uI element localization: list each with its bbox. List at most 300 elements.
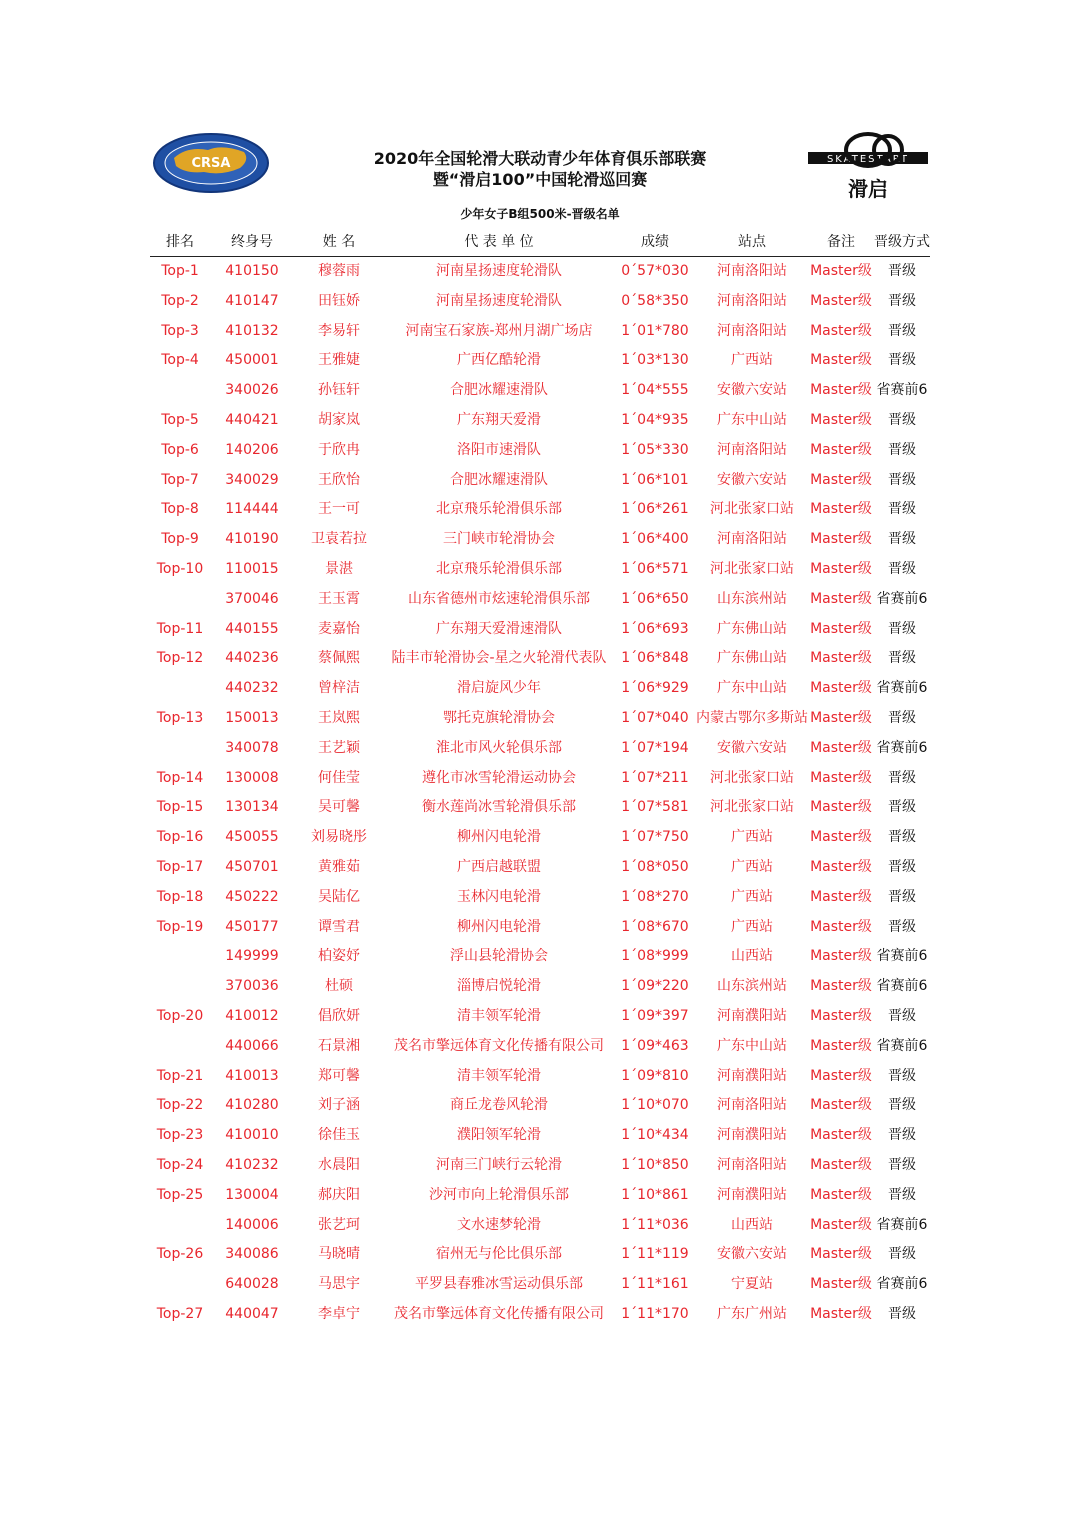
team-cell: 洛阳市速滑队 (457, 441, 541, 458)
remark-cell: Master级 (810, 1186, 872, 1203)
remark-cell: Master级 (810, 292, 872, 309)
lifetime-id-cell: 410012 (225, 1007, 279, 1024)
advance-method-cell: 晋级 (888, 918, 916, 935)
advance-method-cell: 晋级 (888, 501, 916, 518)
table-row (150, 1151, 930, 1181)
rank-cell: Top-22 (156, 1097, 204, 1114)
athlete-name-cell: 蔡佩熙 (318, 650, 360, 667)
lifetime-id-cell: 440421 (225, 411, 279, 428)
remark-cell: Master级 (810, 322, 872, 339)
remark-cell: Master级 (810, 1276, 872, 1293)
table-row (150, 1121, 930, 1151)
column-header: 代 表 单 位 (464, 234, 534, 250)
result-time-cell: 1´10*070 (621, 1097, 689, 1114)
advance-method-cell: 晋级 (888, 709, 916, 726)
rank-cell (150, 674, 210, 704)
team-cell: 河南宝石家族-郑州月湖广场店 (405, 322, 593, 339)
rank-cell (150, 376, 210, 406)
athlete-name-cell: 田钰娇 (318, 292, 360, 309)
rank-cell: Top-14 (156, 769, 204, 786)
station-cell: 河南洛阳站 (717, 263, 787, 279)
result-time-cell: 1´10*434 (621, 1127, 689, 1144)
column-header: 站点 (738, 234, 766, 250)
table-row (150, 1032, 930, 1062)
remark-cell: Master级 (810, 441, 872, 458)
athlete-name-cell: 石景湘 (318, 1037, 360, 1054)
lifetime-id-cell: 450701 (225, 858, 279, 875)
rank-cell (150, 972, 210, 1002)
station-cell: 广西站 (731, 888, 773, 905)
table-row (150, 1002, 930, 1032)
rank-cell: Top-24 (156, 1156, 204, 1173)
athlete-name-cell: 刘子涵 (318, 1097, 360, 1114)
advance-method-cell: 晋级 (888, 263, 916, 279)
lifetime-id-cell: 340086 (225, 1246, 279, 1263)
station-cell: 广东中山站 (717, 1037, 787, 1054)
station-cell: 山东滨州站 (717, 590, 787, 607)
station-cell: 安徽六安站 (717, 739, 787, 756)
station-cell: 河北张家口站 (710, 799, 794, 816)
remark-cell: Master级 (810, 620, 872, 637)
athlete-name-cell: 胡家岚 (318, 411, 360, 428)
athlete-name-cell: 柏姿妤 (318, 948, 360, 965)
team-cell: 衡水莲尚冰雪轮滑俱乐部 (422, 799, 576, 816)
team-cell: 遵化市冰雪轮滑运动协会 (422, 769, 576, 786)
team-cell: 河南三门峡行云轮滑 (436, 1156, 562, 1173)
table-row (150, 525, 930, 555)
advance-method-cell: 晋级 (888, 1007, 916, 1024)
remark-cell: Master级 (810, 1305, 872, 1322)
advance-method-cell: 省赛前6 (876, 948, 928, 965)
lifetime-id-cell: 150013 (225, 709, 279, 726)
result-time-cell: 1´08*670 (621, 918, 689, 935)
team-cell: 淮北市风火轮俱乐部 (436, 739, 562, 756)
lifetime-id-cell: 440155 (225, 620, 279, 637)
result-time-cell: 1´03*130 (621, 352, 689, 369)
athlete-name-cell: 徐佳玉 (318, 1127, 360, 1144)
rank-cell: Top-16 (156, 829, 204, 846)
team-cell: 三门峡市轮滑协会 (443, 531, 555, 548)
advance-method-cell: 晋级 (888, 1186, 916, 1203)
result-time-cell: 1´09*397 (621, 1007, 689, 1024)
rank-cell (150, 1211, 210, 1241)
table-body (150, 257, 930, 1330)
result-time-cell: 1´06*571 (621, 560, 689, 577)
remark-cell: Master级 (810, 1067, 872, 1084)
advance-method-cell: 省赛前6 (876, 590, 928, 607)
column-header: 姓 名 (322, 234, 356, 250)
team-cell: 玉林闪电轮滑 (457, 888, 541, 905)
advance-method-cell: 晋级 (888, 352, 916, 369)
table-row (150, 346, 930, 376)
remark-cell: Master级 (810, 978, 872, 995)
table-row (150, 823, 930, 853)
athlete-name-cell: 穆蓉雨 (318, 263, 360, 279)
list-subtitle: 少年女子B组500米-晋级名单 (460, 207, 620, 221)
result-time-cell: 1´10*850 (621, 1156, 689, 1173)
athlete-name-cell: 杜硕 (325, 978, 353, 995)
remark-cell: Master级 (810, 1127, 872, 1144)
table-row (150, 764, 930, 794)
advance-method-cell: 晋级 (888, 858, 916, 875)
lifetime-id-cell: 410280 (225, 1097, 279, 1114)
team-cell: 柳州闪电轮滑 (457, 918, 541, 935)
advance-method-cell: 晋级 (888, 650, 916, 667)
remark-cell: Master级 (810, 411, 872, 428)
rank-cell (150, 942, 210, 972)
team-cell: 清丰领军轮滑 (457, 1007, 541, 1024)
station-cell: 河南洛阳站 (717, 322, 787, 339)
title-line-1: 2020年全国轮滑大联动青少年体育俱乐部联赛 (373, 149, 707, 168)
result-time-cell: 1´06*650 (621, 590, 689, 607)
lifetime-id-cell: 410232 (225, 1156, 279, 1173)
lifetime-id-cell: 450055 (225, 829, 279, 846)
team-cell: 滑启旋风少年 (457, 680, 541, 697)
advance-method-cell: 省赛前6 (876, 1216, 928, 1233)
rank-cell: Top-12 (156, 650, 204, 667)
rank-cell: Top-3 (161, 322, 199, 339)
team-cell: 广东翔天爱滑 (457, 411, 541, 428)
advance-method-cell: 省赛前6 (876, 382, 928, 399)
table-row (150, 1240, 930, 1270)
result-time-cell: 1´10*861 (621, 1186, 689, 1203)
athlete-name-cell: 李卓宁 (318, 1305, 360, 1322)
athlete-name-cell: 谭雪君 (318, 918, 360, 935)
athlete-name-cell: 郝庆阳 (318, 1186, 360, 1203)
result-time-cell: 0´58*350 (621, 292, 689, 309)
team-cell: 淄博启悦轮滑 (457, 978, 541, 995)
team-cell: 濮阳领军轮滑 (457, 1127, 541, 1144)
advance-method-cell: 省赛前6 (876, 1276, 928, 1293)
rank-cell (150, 734, 210, 764)
result-time-cell: 1´04*555 (621, 382, 689, 399)
remark-cell: Master级 (810, 560, 872, 577)
rank-cell: Top-6 (161, 441, 199, 458)
remark-cell: Master级 (810, 263, 872, 279)
station-cell: 山东滨州站 (717, 978, 787, 995)
rank-cell: Top-7 (161, 471, 199, 488)
lifetime-id-cell: 340078 (225, 739, 279, 756)
table-row (150, 853, 930, 883)
remark-cell: Master级 (810, 352, 872, 369)
advance-method-cell: 晋级 (888, 769, 916, 786)
station-cell: 广东佛山站 (717, 620, 787, 637)
advance-method-cell: 晋级 (888, 471, 916, 488)
table-row (150, 644, 930, 674)
lifetime-id-cell: 410013 (225, 1067, 279, 1084)
table-row (150, 1300, 930, 1330)
remark-cell: Master级 (810, 680, 872, 697)
lifetime-id-cell: 130008 (225, 769, 279, 786)
advance-method-cell: 晋级 (888, 411, 916, 428)
team-cell: 河南星扬速度轮滑队 (436, 292, 562, 309)
table-row (150, 466, 930, 496)
result-time-cell: 1´08*270 (621, 888, 689, 905)
table-row (150, 734, 930, 764)
team-cell: 茂名市擎远体育文化传播有限公司 (394, 1037, 604, 1054)
station-cell: 山西站 (731, 1216, 773, 1233)
advance-method-cell: 晋级 (888, 441, 916, 458)
table-row (150, 317, 930, 347)
station-cell: 广东中山站 (717, 680, 787, 697)
rank-cell: Top-11 (156, 620, 204, 637)
result-time-cell: 1´06*261 (621, 501, 689, 518)
team-cell: 宿州无与伦比俱乐部 (436, 1246, 562, 1263)
station-cell: 广东广州站 (717, 1305, 787, 1322)
column-header: 排名 (166, 234, 194, 250)
lifetime-id-cell: 370036 (225, 978, 279, 995)
rank-cell (150, 1032, 210, 1062)
table-row (150, 287, 930, 317)
team-cell: 北京飛乐轮滑俱乐部 (436, 501, 562, 518)
rank-cell: Top-21 (156, 1067, 204, 1084)
table-row (150, 406, 930, 436)
team-cell: 广东翔天爱滑速滑队 (436, 620, 562, 637)
rank-cell: Top-18 (156, 888, 204, 905)
station-cell: 山西站 (731, 948, 773, 965)
column-header: 终身号 (231, 234, 273, 250)
remark-cell: Master级 (810, 888, 872, 905)
lifetime-id-cell: 410010 (225, 1127, 279, 1144)
lifetime-id-cell: 440047 (225, 1305, 279, 1322)
advance-method-cell: 晋级 (888, 1067, 916, 1084)
advance-method-cell: 晋级 (888, 1097, 916, 1114)
advance-method-cell: 晋级 (888, 292, 916, 309)
athlete-name-cell: 王艺颖 (318, 739, 360, 756)
column-header: 成绩 (641, 234, 669, 250)
station-cell: 广西站 (731, 829, 773, 846)
table-row (150, 674, 930, 704)
team-cell: 清丰领军轮滑 (457, 1067, 541, 1084)
remark-cell: Master级 (810, 709, 872, 726)
lifetime-id-cell: 410132 (225, 322, 279, 339)
result-time-cell: 1´06*693 (621, 620, 689, 637)
station-cell: 安徽六安站 (717, 1246, 787, 1263)
lifetime-id-cell: 340029 (225, 471, 279, 488)
remark-cell: Master级 (810, 829, 872, 846)
advance-method-cell: 晋级 (888, 322, 916, 339)
station-cell: 河北张家口站 (710, 769, 794, 786)
result-time-cell: 1´06*400 (621, 531, 689, 548)
rank-cell: Top-26 (156, 1246, 204, 1263)
remark-cell: Master级 (810, 769, 872, 786)
remark-cell: Master级 (810, 858, 872, 875)
lifetime-id-cell: 110015 (225, 560, 279, 577)
remark-cell: Master级 (810, 471, 872, 488)
rank-cell: Top-9 (161, 531, 199, 548)
athlete-name-cell: 马思宇 (318, 1276, 360, 1293)
rank-cell: Top-1 (161, 263, 199, 279)
advance-method-cell: 晋级 (888, 1156, 916, 1173)
station-cell: 广东佛山站 (717, 650, 787, 667)
advance-method-cell: 省赛前6 (876, 978, 928, 995)
lifetime-id-cell: 130004 (225, 1186, 279, 1203)
athlete-name-cell: 孙钰轩 (318, 382, 360, 399)
lifetime-id-cell: 340026 (225, 382, 279, 399)
table-row (150, 793, 930, 823)
remark-cell: Master级 (810, 1097, 872, 1114)
advance-method-cell: 晋级 (888, 531, 916, 548)
athlete-name-cell: 黄雅茹 (318, 858, 360, 875)
table-row (150, 257, 930, 287)
table-row (150, 1091, 930, 1121)
remark-cell: Master级 (810, 918, 872, 935)
station-cell: 河南洛阳站 (717, 441, 787, 458)
remark-cell: Master级 (810, 799, 872, 816)
advance-method-cell: 省赛前6 (876, 1037, 928, 1054)
athlete-name-cell: 于欣冉 (318, 441, 360, 458)
team-cell: 山东省德州市炫速轮滑俱乐部 (408, 590, 590, 607)
table-row (150, 495, 930, 525)
remark-cell: Master级 (810, 1216, 872, 1233)
result-time-cell: 1´08*999 (621, 948, 689, 965)
station-cell: 河北张家口站 (710, 560, 794, 577)
remark-cell: Master级 (810, 1037, 872, 1054)
team-cell: 合肥冰耀速滑队 (450, 382, 548, 399)
table-row (150, 704, 930, 734)
svg-text:滑启: 滑启 (848, 177, 888, 201)
advance-method-cell: 晋级 (888, 799, 916, 816)
athlete-name-cell: 刘易晓彤 (311, 829, 367, 846)
rank-cell: Top-27 (156, 1305, 204, 1322)
athlete-name-cell: 王岚熙 (318, 709, 360, 726)
results-table (150, 228, 930, 1330)
station-cell: 安徽六安站 (717, 382, 787, 399)
table-row (150, 585, 930, 615)
result-time-cell: 1´07*750 (621, 829, 689, 846)
lifetime-id-cell: 440232 (225, 680, 279, 697)
lifetime-id-cell: 370046 (225, 590, 279, 607)
lifetime-id-cell: 149999 (225, 948, 279, 965)
table-row (150, 376, 930, 406)
advance-method-cell: 晋级 (888, 829, 916, 846)
athlete-name-cell: 吴可馨 (318, 799, 360, 816)
team-cell: 北京飛乐轮滑俱乐部 (436, 560, 562, 577)
athlete-name-cell: 卫袁若拉 (311, 531, 367, 548)
result-time-cell: 1´11*036 (621, 1216, 689, 1233)
remark-cell: Master级 (810, 739, 872, 756)
rank-cell: Top-4 (161, 352, 199, 369)
rank-cell (150, 585, 210, 615)
station-cell: 河北张家口站 (710, 501, 794, 518)
rank-cell: Top-20 (156, 1007, 204, 1024)
remark-cell: Master级 (810, 531, 872, 548)
lifetime-id-cell: 410147 (225, 292, 279, 309)
station-cell: 广西站 (731, 352, 773, 369)
result-time-cell: 1´01*780 (621, 322, 689, 339)
table-row (150, 942, 930, 972)
athlete-name-cell: 郑可馨 (318, 1067, 360, 1084)
athlete-name-cell: 水晨阳 (318, 1156, 360, 1173)
result-time-cell: 1´05*330 (621, 441, 689, 458)
table-row (150, 972, 930, 1002)
station-cell: 宁夏站 (731, 1276, 773, 1293)
lifetime-id-cell: 410150 (225, 263, 279, 279)
athlete-name-cell: 何佳莹 (318, 769, 360, 786)
team-cell: 茂名市擎远体育文化传播有限公司 (394, 1305, 604, 1322)
lifetime-id-cell: 450222 (225, 888, 279, 905)
lifetime-id-cell: 140206 (225, 441, 279, 458)
rank-cell: Top-17 (156, 858, 204, 875)
rank-cell: Top-8 (161, 501, 199, 518)
team-cell: 合肥冰耀速滑队 (450, 471, 548, 488)
result-time-cell: 1´09*220 (621, 978, 689, 995)
lifetime-id-cell: 410190 (225, 531, 279, 548)
rank-cell: Top-15 (156, 799, 204, 816)
team-cell: 广西启越联盟 (457, 858, 541, 875)
table-row (150, 1211, 930, 1241)
table-row (150, 913, 930, 943)
team-cell: 沙河市向上轮滑俱乐部 (429, 1186, 569, 1203)
table-row (150, 1181, 930, 1211)
station-cell: 河南濮阳站 (717, 1067, 787, 1084)
result-time-cell: 1´07*211 (621, 769, 689, 786)
result-time-cell: 1´09*463 (621, 1037, 689, 1054)
result-time-cell: 1´06*848 (621, 650, 689, 667)
station-cell: 广东中山站 (717, 411, 787, 428)
rank-cell: Top-25 (156, 1186, 204, 1203)
athlete-name-cell: 张艺珂 (318, 1216, 360, 1233)
athlete-name-cell: 曾梓洁 (318, 680, 360, 697)
athlete-name-cell: 王雅婕 (318, 352, 360, 369)
advance-method-cell: 晋级 (888, 1127, 916, 1144)
remark-cell: Master级 (810, 948, 872, 965)
lifetime-id-cell: 640028 (225, 1276, 279, 1293)
title-line-2: 暨“滑启100”中国轮滑巡回赛 (432, 170, 648, 189)
station-cell: 河南濮阳站 (717, 1127, 787, 1144)
athlete-name-cell: 马晓晴 (318, 1246, 360, 1263)
lifetime-id-cell: 440066 (225, 1037, 279, 1054)
remark-cell: Master级 (810, 382, 872, 399)
team-cell: 鄂托克旗轮滑协会 (443, 709, 555, 726)
lifetime-id-cell: 140006 (225, 1216, 279, 1233)
table-header (150, 228, 930, 257)
advance-method-cell: 晋级 (888, 620, 916, 637)
athlete-name-cell: 景湛 (325, 560, 353, 577)
station-cell: 广西站 (731, 858, 773, 875)
lifetime-id-cell: 450001 (225, 352, 279, 369)
table-row (150, 1270, 930, 1300)
station-cell: 安徽六安站 (717, 471, 787, 488)
rank-cell: Top-13 (156, 709, 204, 726)
result-time-cell: 1´07*581 (621, 799, 689, 816)
result-time-cell: 1´11*170 (621, 1305, 689, 1322)
team-cell: 陆丰市轮滑协会-星之火轮滑代表队 (391, 650, 607, 667)
skatestart-logo (806, 130, 930, 202)
table-row (150, 1062, 930, 1092)
rank-cell: Top-2 (161, 292, 199, 309)
advance-method-cell: 晋级 (888, 1246, 916, 1263)
rank-cell (150, 1270, 210, 1300)
station-cell: 河南濮阳站 (717, 1186, 787, 1203)
table-row (150, 555, 930, 585)
result-time-cell: 1´11*161 (621, 1276, 689, 1293)
lifetime-id-cell: 450177 (225, 918, 279, 935)
station-cell: 河南濮阳站 (717, 1007, 787, 1024)
remark-cell: Master级 (810, 590, 872, 607)
rank-cell: Top-19 (156, 918, 204, 935)
team-cell: 广西亿酷轮滑 (457, 352, 541, 369)
result-time-cell: 1´09*810 (621, 1067, 689, 1084)
lifetime-id-cell: 114444 (225, 501, 279, 518)
lifetime-id-cell: 130134 (225, 799, 279, 816)
result-time-cell: 1´11*119 (621, 1246, 689, 1263)
team-cell: 文水速梦轮滑 (457, 1216, 541, 1233)
athlete-name-cell: 麦嘉怡 (318, 620, 360, 637)
advance-method-cell: 省赛前6 (876, 739, 928, 756)
team-cell: 柳州闪电轮滑 (457, 829, 541, 846)
advance-method-cell: 晋级 (888, 1305, 916, 1322)
